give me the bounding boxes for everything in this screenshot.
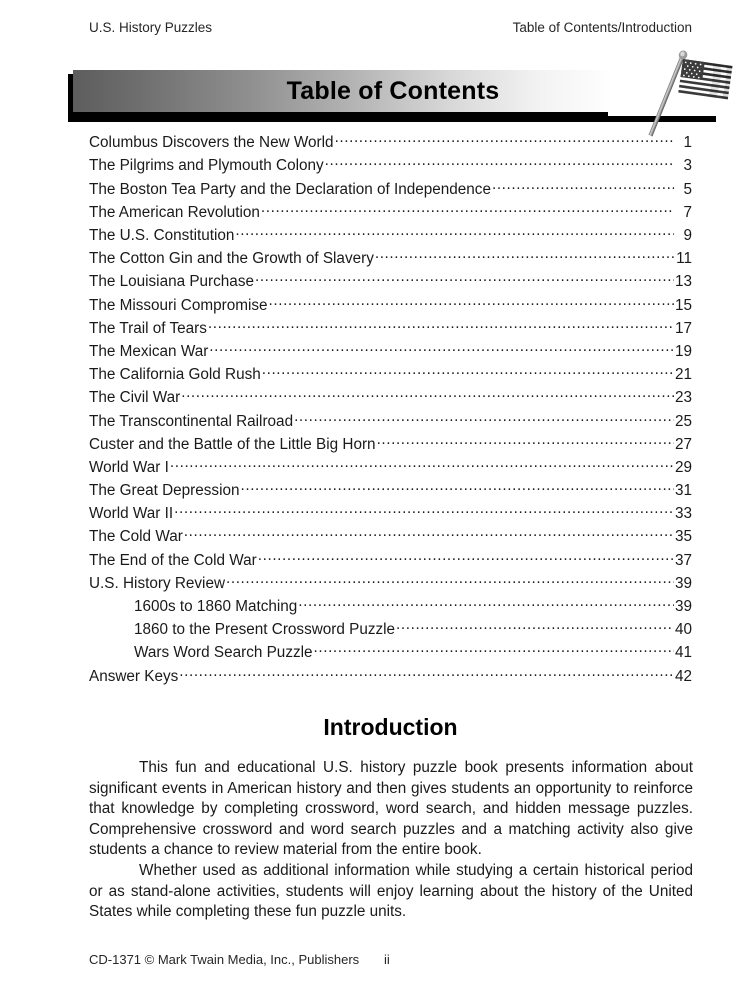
footer-credit: CD-1371 © Mark Twain Media, Inc., Publishers (89, 952, 360, 967)
toc-entry-label: The Missouri Compromise (89, 296, 268, 314)
page-title: Table of Contents (286, 77, 500, 105)
toc-entry[interactable] (89, 526, 692, 549)
toc-entry-page-number: 37 (674, 551, 692, 569)
toc-entry-page-number: 17 (674, 319, 692, 337)
toc-entry-page-number: 23 (674, 389, 692, 407)
toc-entry-page-number: 19 (674, 342, 692, 360)
toc-entry-page-number: 29 (674, 458, 692, 476)
toc-entry-page-number: 39 (674, 598, 692, 616)
toc-entry-label: World War I (89, 458, 169, 476)
toc-entry[interactable] (89, 364, 692, 387)
toc-entry[interactable] (89, 387, 692, 410)
toc-entry[interactable] (89, 318, 692, 341)
toc-entry[interactable] (89, 596, 692, 619)
toc-dot-leader (377, 433, 674, 448)
toc-entry-page-number: 7 (683, 203, 692, 221)
toc-entry[interactable] (89, 341, 692, 364)
toc-entry-page-number: 13 (674, 273, 692, 291)
toc-dot-leader (269, 294, 674, 309)
toc-entry[interactable] (89, 410, 692, 433)
toc-entry[interactable] (89, 433, 692, 456)
toc-entry-page-number: 41 (674, 644, 692, 662)
toc-entry-page-number: 33 (674, 505, 692, 523)
toc-entry[interactable] (89, 619, 692, 642)
toc-entry-label: Wars Word Search Puzzle (134, 644, 313, 662)
toc-entry-page-number: 42 (674, 667, 692, 685)
toc-entry[interactable] (89, 132, 692, 155)
toc-dot-leader (375, 248, 674, 263)
american-flag-icon (636, 50, 739, 142)
toc-entry-label: The Boston Tea Party and the Declaration of Independence (89, 180, 491, 198)
toc-entry-label: The Cold War (89, 528, 183, 546)
toc-entry-label: U.S. History Review (89, 574, 225, 592)
toc-entry[interactable] (89, 549, 692, 572)
toc-entry-page-number: 40 (674, 621, 692, 639)
toc-dot-leader (209, 341, 674, 356)
toc-entry-label: The California Gold Rush (89, 366, 261, 384)
toc-entry-page-number: 25 (674, 412, 692, 430)
toc-dot-leader (255, 271, 674, 286)
toc-entry-page-number: 9 (683, 227, 692, 245)
toc-dot-leader (181, 387, 674, 402)
toc-dot-leader (294, 410, 674, 425)
toc-entry-label: The American Revolution (89, 203, 260, 221)
toc-entry[interactable] (89, 248, 692, 271)
toc-entry[interactable] (89, 503, 692, 526)
toc-entry-page-number: 15 (674, 296, 692, 314)
toc-entry-label: Columbus Discovers the New World (89, 134, 334, 152)
toc-entry-page-number: 5 (683, 180, 692, 198)
toc-entry[interactable] (89, 178, 692, 201)
running-head-left: U.S. History Puzzles (89, 20, 213, 35)
toc-entry-page-number: 3 (683, 157, 692, 175)
toc-dot-leader (241, 480, 674, 495)
toc-entry-label: Answer Keys (89, 667, 179, 685)
toc-entry[interactable] (89, 225, 692, 248)
introduction-body (89, 758, 693, 923)
table-of-contents-banner (68, 70, 716, 122)
toc-dot-leader (235, 225, 674, 240)
toc-dot-leader (298, 596, 674, 611)
toc-entry-page-number: 31 (674, 482, 692, 500)
toc-dot-leader (179, 665, 674, 680)
toc-dot-leader (492, 178, 674, 193)
toc-entry[interactable] (89, 642, 692, 665)
toc-entry[interactable] (89, 665, 692, 688)
toc-entry-label: The U.S. Constitution (89, 227, 235, 245)
toc-entry-label: The Pilgrims and Plymouth Colony (89, 157, 324, 175)
toc-entry[interactable] (89, 155, 692, 178)
toc-dot-leader (262, 364, 674, 379)
introduction-paragraph: This fun and educational U.S. history puzzle book presents information about significant events in American history and then gives students an opportunity to reinforce that knowledge by completing crossword, word search, and hidden message puzzles. Comprehensive crossword and word search puzzles and a matching activity also give students a chance to review material from the entire book. (89, 759, 693, 859)
toc-entry[interactable] (89, 294, 692, 317)
toc-entry-label: 1600s to 1860 Matching (134, 598, 298, 616)
toc-entry-label: The Cotton Gin and the Growth of Slavery (89, 250, 374, 268)
toc-entry-page-number: 39 (674, 574, 692, 592)
toc-dot-leader (258, 549, 674, 564)
toc-dot-leader (314, 642, 674, 657)
toc-dot-leader (396, 619, 674, 634)
toc-dot-leader (174, 503, 674, 518)
toc-entry-label: The Great Depression (89, 482, 240, 500)
toc-entry-page-number: 21 (674, 366, 692, 384)
toc-entry-label: Custer and the Battle of the Little Big Horn (89, 435, 376, 453)
toc-dot-leader (170, 457, 674, 472)
toc-dot-leader (226, 573, 674, 588)
toc-dot-leader (184, 526, 674, 541)
toc-dot-leader (335, 132, 674, 147)
toc-entry[interactable] (89, 480, 692, 503)
toc-entry-label: The Mexican War (89, 342, 209, 360)
toc-entry[interactable] (89, 573, 692, 596)
banner-rule (68, 116, 716, 122)
toc-entry[interactable] (89, 202, 692, 225)
running-head (89, 20, 692, 35)
toc-dot-leader (261, 202, 674, 217)
toc-entry-page-number: 35 (674, 528, 692, 546)
toc-dot-leader (325, 155, 674, 170)
toc-entry-label: 1860 to the Present Crossword Puzzle (134, 621, 396, 639)
introduction-paragraph: Whether used as additional information while studying a certain historical period or as stand-alone activities, students will enjoy learning about the history of the United States while completing these fun puzzle units. (89, 861, 693, 921)
toc-entry-label: World War II (89, 505, 174, 523)
toc-entry-page-number: 1 (683, 134, 692, 152)
footer-page-number: ii (384, 952, 390, 967)
toc-entry-page-number: 27 (674, 435, 692, 453)
table-of-contents-list (89, 132, 692, 689)
toc-entry-label: The End of the Cold War (89, 551, 257, 569)
introduction-heading: Introduction (323, 714, 458, 740)
toc-entry-label: The Civil War (89, 389, 181, 407)
running-head-right: Table of Contents/Introduction (512, 20, 692, 35)
toc-entry[interactable] (89, 271, 692, 294)
toc-entry-page-number: 11 (676, 250, 692, 268)
toc-entry[interactable] (89, 457, 692, 480)
toc-entry-label: The Transcontinental Railroad (89, 412, 294, 430)
toc-dot-leader (208, 318, 674, 333)
toc-entry-label: The Trail of Tears (89, 319, 207, 337)
toc-entry-label: The Louisiana Purchase (89, 273, 254, 291)
